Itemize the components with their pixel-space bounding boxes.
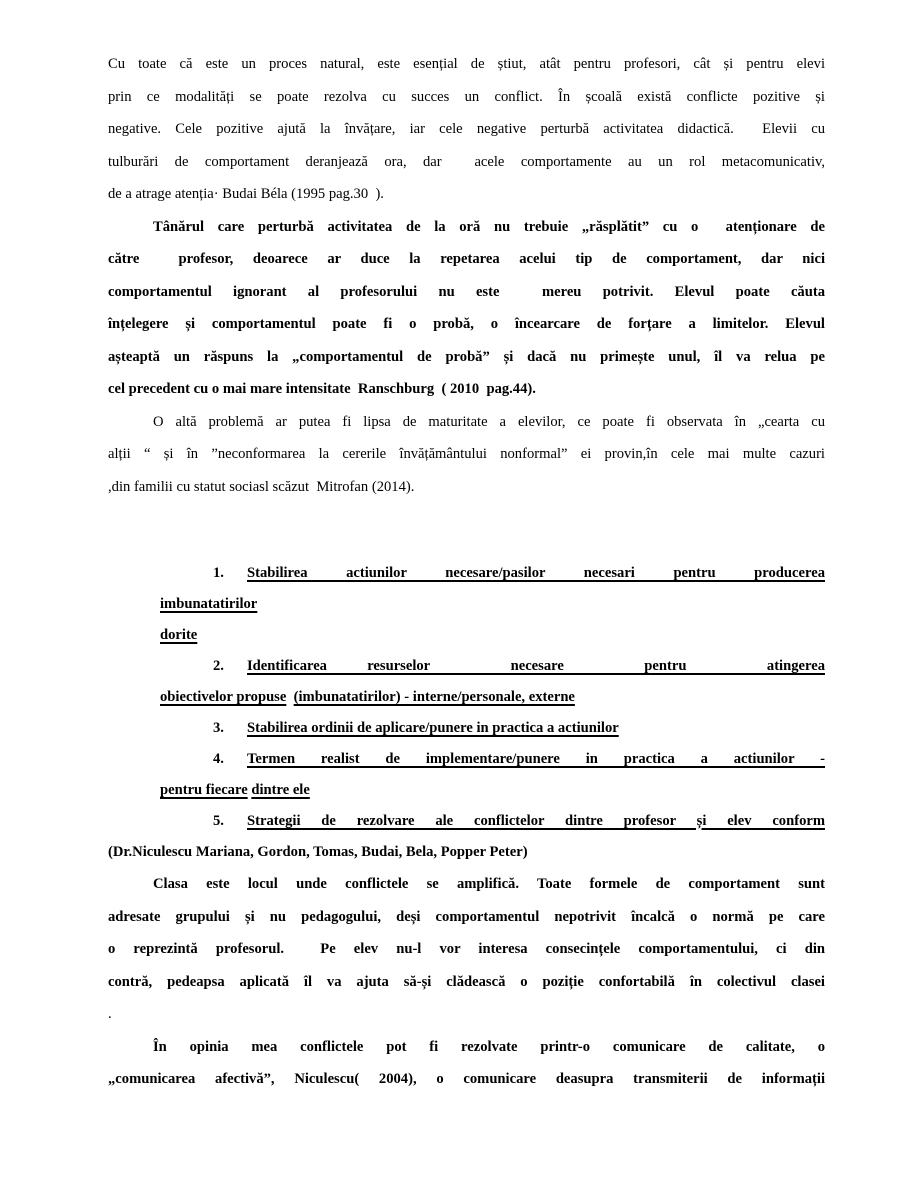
paragraph-opinie: [108, 1031, 825, 1096]
text-line: [108, 620, 825, 651]
text-segment: [286, 689, 293, 705]
text-line: [108, 901, 825, 934]
text-segment: adresate grupului și nu pedagogului, deși comportamentul nepotrivit încalcă o normă pe care: [108, 908, 825, 925]
text-segment: așteaptă un răspuns la „comportamentul de probă” și dacă nu primește unul, îl va relua pe: [108, 348, 825, 365]
text-segment: comportamentul ignorant al profesorului nu este mereu potrivit. Elevul poate căuta: [108, 283, 825, 300]
text-line: [108, 308, 825, 341]
text-segment: prin ce modalități se poate rezolva cu succes un conflict. În școală există conflicte pozitive și: [108, 88, 825, 105]
text-line: [108, 713, 825, 744]
text-segment: dintre ele: [251, 782, 310, 798]
list-number: 1.: [213, 565, 224, 581]
text-segment: Strategii de rezolvare ale conflictelor dintre profesor și elev conform: [247, 813, 825, 829]
text-line: [108, 1031, 825, 1064]
text-line: [108, 406, 825, 439]
text-segment: Stabilirea ordinii de aplicare/punere in practica a actiunilor: [247, 720, 619, 736]
text-line: [108, 837, 825, 868]
paragraph-dot: [108, 998, 825, 1031]
text-line: [108, 744, 825, 775]
paragraph-item1: [108, 558, 825, 651]
text-segment: tulburări de comportament deranjează ora, dar acele comportamente au un rol metacomunicativ,: [108, 153, 825, 170]
text-line: [108, 558, 825, 589]
text-line: [108, 868, 825, 901]
text-line: [108, 471, 825, 504]
text-line: [108, 48, 825, 81]
paragraph-intro: [108, 48, 825, 211]
text-line: [108, 81, 825, 114]
text-segment: (Dr.Niculescu Mariana, Gordon, Tomas, Budai, Bela, Popper Peter): [108, 844, 528, 860]
text-segment: Identificarea resurselor necesare pentru atingerea: [247, 658, 825, 674]
text-segment: (imbunatatirilor) - interne/personale, externe: [293, 689, 575, 705]
text-segment: contră, pedeapsa aplicată îl va ajuta să-și clădească o poziție confortabilă în colectivul clasei: [108, 973, 825, 990]
text-segment: Stabilirea actiunilor necesare/pasilor necesari pentru producerea: [247, 565, 825, 581]
text-line: [108, 933, 825, 966]
list-number: 3.: [213, 720, 224, 736]
text-line: [108, 998, 825, 1031]
text-line: [108, 276, 825, 309]
text-line: [108, 438, 825, 471]
paragraph-alta-problema: [108, 406, 825, 504]
text-segment: obiectivelor propuse: [160, 689, 287, 705]
text-segment: O altă problemă ar putea fi lipsa de maturitate a elevilor, ce poate fi observata în „cearta cu: [153, 413, 825, 430]
text-segment: o reprezintă profesorul. Pe elev nu-l vor interesa consecințele comportamentului, ci din: [108, 941, 825, 957]
text-segment: pentru fiecare: [160, 782, 248, 798]
text-segment: Cu toate că este un proces natural, este esențial de știut, atât pentru profesori, cât și pentru elevi: [108, 56, 825, 72]
text-line: [108, 775, 825, 806]
text-line: [108, 682, 825, 713]
text-line: [108, 178, 825, 211]
text-line: [108, 806, 825, 837]
text-segment: .: [108, 1006, 112, 1022]
text-segment: dorite: [160, 627, 198, 643]
text-line: [108, 373, 825, 406]
text-line: [108, 341, 825, 374]
text-segment: În opinia mea conflictele pot fi rezolvate printr-o comunicare de calitate, o: [153, 1038, 825, 1055]
text-line: [108, 146, 825, 179]
text-line: [108, 1063, 825, 1096]
text-line: [108, 243, 825, 276]
document-page: [108, 48, 825, 1096]
text-segment: „comunicarea afectivă”, Niculescu( 2004), o comunicare deasupra transmiterii de informații: [108, 1071, 825, 1087]
text-segment: Termen realist de implementare/punere in practica a actiunilor -: [247, 751, 825, 767]
text-segment: alții “ și în ”neconformarea la cererile învățământului nonformal” ei provin,în cele mai multe cazuri: [108, 446, 825, 462]
text-segment: înțelegere și comportamentul poate fi o probă, o încearcare de forțare a limitelor. Elevul: [108, 316, 825, 332]
list-number: 5.: [213, 813, 224, 829]
paragraph-item5: [108, 806, 825, 868]
paragraph-tanarul: [108, 211, 825, 406]
paragraph-item4: [108, 744, 825, 806]
paragraph-item2: [108, 651, 825, 713]
text-segment: de a atrage atenția· Budai Béla (1995 pag.30 ).: [108, 186, 384, 202]
text-segment: ,din familii cu statut sociasl scăzut Mitrofan (2014).: [108, 478, 415, 495]
text-line: [108, 651, 825, 682]
paragraph-clasa: [108, 868, 825, 998]
text-line: [108, 113, 825, 146]
text-line: [108, 966, 825, 999]
text-segment: Tânărul care perturbă activitatea de la oră nu trebuie „răsplătit” cu o atenționare de: [153, 218, 825, 235]
text-segment: către profesor, deoarece ar duce la repetarea acelui tip de comportament, dar nici: [108, 251, 825, 267]
list-number: 4.: [213, 751, 224, 767]
text-segment: negative. Cele pozitive ajută la învățare, iar cele negative perturbă activitatea didactică. Elevii cu: [108, 121, 825, 137]
text-segment: Clasa este locul unde conflictele se amplifică. Toate formele de comportament sunt: [153, 876, 825, 892]
text-segment: cel precedent cu o mai mare intensitate Ranschburg ( 2010 pag.44).: [108, 381, 536, 397]
text-segment: imbunatatirilor: [160, 596, 258, 612]
paragraph-item3: [108, 713, 825, 744]
text-line: [108, 211, 825, 244]
text-line: [108, 589, 825, 620]
list-number: 2.: [213, 658, 224, 674]
